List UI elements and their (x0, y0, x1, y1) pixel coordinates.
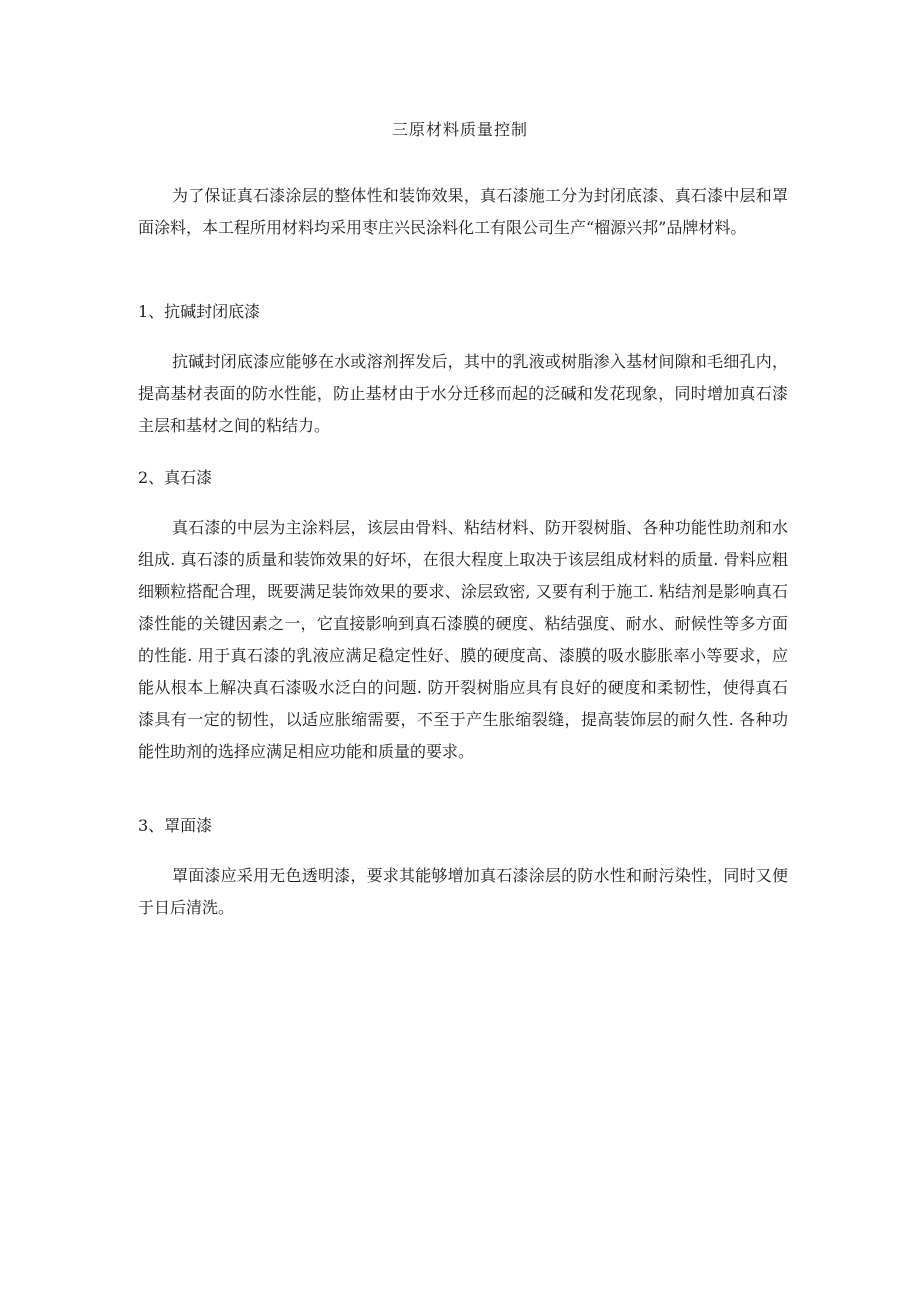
section-body-2: 真石漆的中层为主涂料层，该层由骨料、粘结材料、防开裂树脂、各种功能性助剂和水组成. 真石漆的质量和装饰效果的好坏，在很大程度上取决于该层组成材料的质量. 骨料应粗细颗粒搭配合理，既要满足装饰效果的要求、涂层致密, 又要有利于施工. 粘结剂是影响真石漆性能的关键因素之一，它直接影响到真石漆膜的硬度、粘结强度、耐水、耐候性等多方面的性能. 用于真石漆的乳液应满足稳定性好、膜的硬度高、漆膜的吸水膨胀率小等要求，应能从根本上解决真石漆吸水泛白的问题. 防开裂树脂应具有良好的硬度和柔韧性，使得真石漆具有一定的韧性，以适应胀缩需要，不至于产生胀缩裂缝，提高装饰层的耐久性. 各种功能性助剂的选择应满足相应功能和质量的要求。 (138, 518, 788, 761)
document-title: 三原材料质量控制 (391, 120, 528, 139)
section-body-1: 抗碱封闭底漆应能够在水或溶剂挥发后，其中的乳液或树脂渗入基材间隙和毛细孔内，提高基材表面的防水性能，防止基材由于水分迁移而起的泛碱和发花现象，同时增加真石漆主层和基材之间的粘结力。 (138, 352, 788, 435)
section-heading-2: 2、真石漆 (138, 468, 213, 487)
section-heading-1: 1、抗碱封闭底漆 (138, 302, 261, 321)
intro-paragraph: 为了保证真石漆涂层的整体性和装饰效果，真石漆施工分为封闭底漆、真石漆中层和罩面涂料，本工程所用材料均采用枣庄兴民涂料化工有限公司生产“榴源兴邦”品牌材料。 (138, 186, 788, 237)
section-heading-3: 3、罩面漆 (138, 816, 213, 835)
section-body-3: 罩面漆应采用无色透明漆，要求其能够增加真石漆涂层的防水性和耐污染性，同时又便于日后清洗。 (138, 866, 788, 917)
